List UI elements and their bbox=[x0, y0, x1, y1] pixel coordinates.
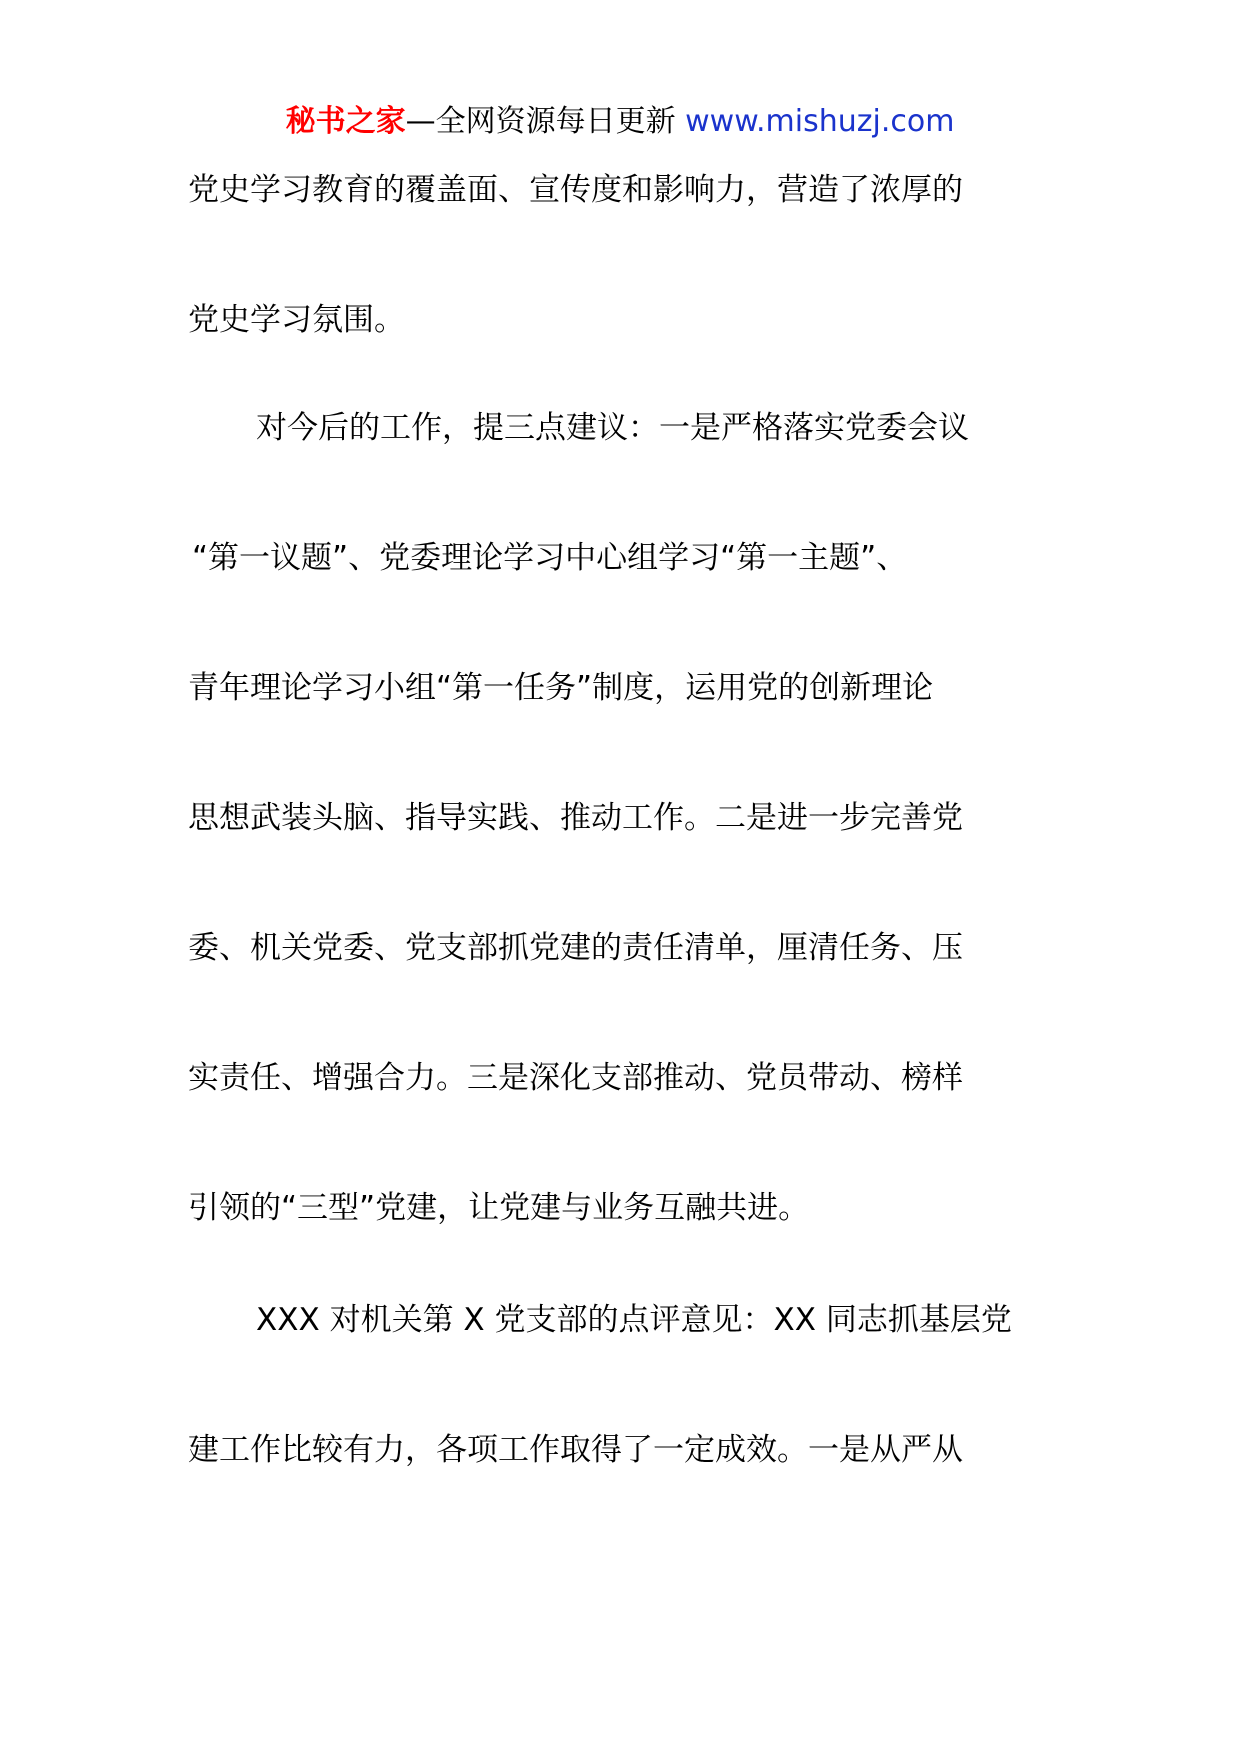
brand-name: 秘书之家 bbox=[285, 104, 406, 139]
body-line-11: 建工作比较有力，各项工作取得了一定成效。一是从严从 bbox=[188, 1432, 963, 1468]
body-line-9: 引领的“三型”党建，让党建与业务互融共进。 bbox=[188, 1190, 810, 1226]
body-line-4: “第一议题”、党委理论学习中心组学习“第一主题”、 bbox=[192, 540, 908, 576]
body-line-2: 党史学习氛围。 bbox=[188, 302, 405, 338]
header-tagline: —全网资源每日更新 bbox=[405, 104, 686, 139]
paragraph-3-line-1: XXX 对机关第 X 党支部的点评意见：XX 同志抓基层党 bbox=[256, 1302, 1012, 1338]
body-line-7: 委、机关党委、党支部抓党建的责任清单，厘清任务、压 bbox=[188, 930, 963, 966]
body-line-1: 党史学习教育的覆盖面、宣传度和影响力，营造了浓厚的 bbox=[188, 172, 963, 208]
website-link[interactable]: www.mishuzj.com bbox=[685, 104, 955, 139]
body-line-5: 青年理论学习小组“第一任务”制度，运用党的创新理论 bbox=[188, 670, 934, 706]
body-line-6: 思想武装头脑、指导实践、推动工作。二是进一步完善党 bbox=[188, 800, 963, 836]
paragraph-2-line-1: 对今后的工作，提三点建议：一是严格落实党委会议 bbox=[256, 410, 969, 446]
body-line-8: 实责任、增强合力。三是深化支部推动、党员带动、榜样 bbox=[188, 1060, 963, 1096]
page-header bbox=[0, 102, 1240, 142]
